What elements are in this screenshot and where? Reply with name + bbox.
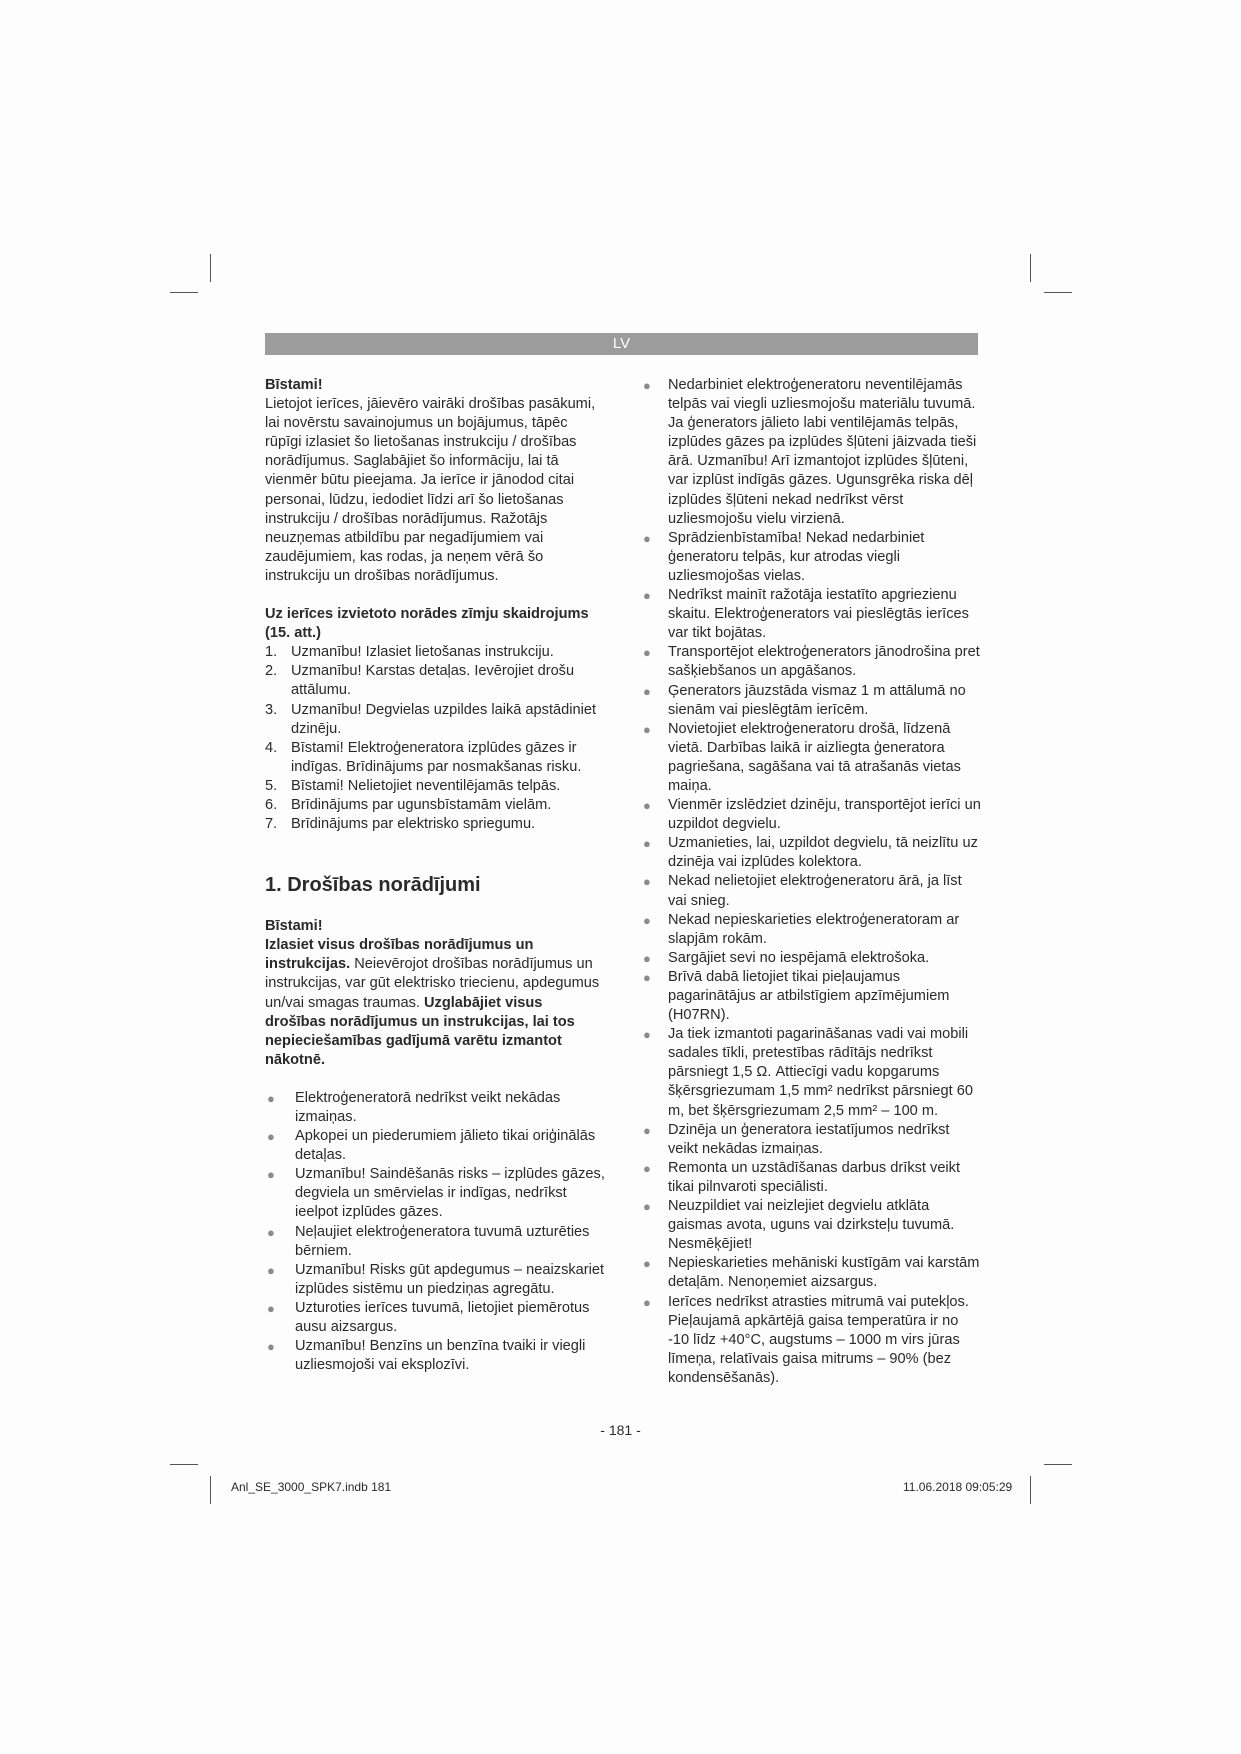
right-column xyxy=(641,376,983,1388)
bullet-icon: ● xyxy=(643,836,651,852)
crop-mark xyxy=(1030,1476,1031,1504)
safety-intro-paragraph: Izlasiet visus drošības norādījumus un instrukcijas. Neievērojot drošības norādījumus un instrukcijas, var gūt elektrisko triecienu, apdegumus un/vai smagas traumas. Uzglabājiet visus drošības norādījumus un instrukcijas, lai tos nepieciešamības gadījumā varētu izmantot nākotnē. xyxy=(265,937,600,1068)
safety-bullets-right xyxy=(641,376,983,1388)
bullet-icon: ● xyxy=(643,530,651,546)
bullet-icon: ● xyxy=(643,721,651,737)
intro-paragraph: Lietojot ierīces, jāievēro vairāki drošības pasākumi, lai novērstu savainojumus un bojājumus, tāpēc rūpīgi izlasiet šo lietošanas instrukciju / drošības norādījumus. Saglabājiet šo informāciju, lai tā vienmēr būtu pieejama. Ja ierīce ir jānodod citai personai, lūdzu, iedodiet līdzi arī šo lietošanas instrukciju / drošības norādījumus. Ražotājs neuzņemas atbildību par negadījumiem vai zaudējumiem, kas rodas, ja neņem vērā šo instrukciju un drošības norādījumus. xyxy=(265,396,596,584)
bullet-icon: ● xyxy=(643,645,651,661)
crop-mark xyxy=(210,1476,211,1504)
crop-mark xyxy=(1030,254,1031,282)
list-item: ● Ģenerators jāuzstāda vismaz 1 m attālumā no sienām vai pieslēgtām ierīcēm. xyxy=(643,682,966,718)
crop-mark xyxy=(170,1464,198,1465)
list-item: ● Uzmanību! Risks gūt apdegumus – neaizskariet izplūdes sistēmu un piedziņas agregātu. xyxy=(267,1261,605,1297)
list-item: ● Nepieskarieties mehāniski kustīgām vai karstām detaļām. Nenoņemiet aizsargus. xyxy=(643,1255,980,1291)
left-column xyxy=(265,376,605,1375)
list-item: ● Brīvā dabā lietojiet tikai pieļaujamus pagarinātājus ar atbilstīgiem apzīmējumiem (H07RN). xyxy=(643,968,950,1024)
list-item: ● Uzturoties ierīces tuvumā, lietojiet piemērotus ausu aizsargus. xyxy=(267,1299,590,1336)
bullet-icon: ● xyxy=(643,969,651,985)
list-item: ● Nedrīkst mainīt ražotāja iestatīto apgriezienu skaitu. Elektroģenerators vai pieslēgtās ierīces var tikt bojātas. xyxy=(643,587,969,642)
symbols-list xyxy=(265,643,605,834)
list-item: ● Ierīces nedrīkst atrasties mitrumā vai putekļos. Pieļaujamā apkārtējā gaisa temperatūra ir no -10 līdz +40°C, augstums – 1000 m virs jūras līmeņa, relatīvais gaisa mitrums – 90% (bez kondensēšanās). xyxy=(643,1293,969,1386)
list-item: ● Sargājiet sevi no iespējamā elektrošoka. xyxy=(641,949,983,968)
list-item: ● Vienmēr izslēdziet dzinēju, transportējot ierīci un uzpildot degvielu. xyxy=(643,797,981,833)
list-item: ● Transportējot elektroģenerators jānodrošina pret sašķiebšanos un apgāšanos. xyxy=(643,644,980,680)
list-item: 2. Uzmanību! Karstas detaļas. Ievērojiet drošu attālumu. xyxy=(265,663,575,699)
list-item: ● Uzmanību! Saindēšanās risks – izplūdes gāzes, degviela un smērvielas ir indīgas, nedrīkst ieelpot izplūdes gāzes. xyxy=(267,1166,605,1221)
safety-bullets-left xyxy=(265,1089,605,1375)
list-item: 3. Uzmanību! Degvielas uzpildes laikā apstādiniet dzinēju. xyxy=(265,701,597,737)
list-item: 1. Uzmanību! Izlasiet lietošanas instrukciju. xyxy=(265,644,554,661)
list-item: ● Sprādzienbīstamība! Nekad nedarbiniet ģeneratoru telpās, kur atrodas viegli uzliesmojošas vielas. xyxy=(643,529,925,584)
crop-mark xyxy=(210,254,211,282)
bullet-icon: ● xyxy=(267,1300,275,1316)
list-item: ● Nekad nepieskarieties elektroģeneratoram ar slapjām rokām. xyxy=(643,911,960,947)
bullet-icon: ● xyxy=(267,1129,275,1145)
bullet-icon: ● xyxy=(643,588,651,604)
warning-heading: Bīstami! xyxy=(265,377,323,393)
list-item: ● Dzinēja un ģeneratora iestatījumos nedrīkst veikt nekādas izmaiņas. xyxy=(643,1121,950,1157)
list-item: 5. Bīstami! Nelietojiet neventilējamās telpās. xyxy=(265,777,561,794)
list-item: ● Nedarbiniet elektroģeneratoru neventilējamās telpās vai viegli uzliesmojošu materiālu tuvumā. Ja ģenerators jālieto labi ventilējamās telpās, izplūdes gāzes pa izplūdes šļūteni jāizvada tieši ārā. Uzmanību! Arī izmantojot izplūdes šļūteni, var izplūst indīgās gāzes. Ugunsgrēka riska dēļ izplūdes šļūteni nekad nedrīkst vērst uzliesmojošu vielu virzienā. xyxy=(643,377,977,527)
crop-mark xyxy=(1044,292,1072,293)
warning-heading: Bīstami! xyxy=(265,918,323,935)
list-item: ● Nekad nelietojiet elektroģeneratoru ārā, ja līst vai snieg. xyxy=(643,873,962,909)
list-item: ● Apkopei un piederumiem jālieto tikai oriģinālās detaļas. xyxy=(267,1128,596,1164)
list-item: ● Novietojiet elektroģeneratoru drošā, līdzenā vietā. Darbības laikā ir aizliegta ģeneratora pagriešana, sagāšana vai tā atrašanās vietas maiņa. xyxy=(643,720,961,794)
crop-mark xyxy=(1044,1464,1072,1465)
crop-mark xyxy=(170,292,198,293)
bullet-icon: ● xyxy=(643,378,651,393)
section-title: 1. Drošības norādījumi xyxy=(265,874,481,897)
list-item: ● Uzmanieties, lai, uzpildot degvielu, tā neizlītu uz dzinēja vai izplūdes kolektora. xyxy=(643,835,978,871)
list-item: ● Ja tiek izmantoti pagarināšanas vadi vai mobili sadales tīkli, pretestības rādītājs nedrīkst pārsniegt 1,5 Ω. Attiecīgi vadu kopgarums šķērsgriezumam 1,5 mm² nedrīkst pārsniegt 60 m, bet šķērsgriezumam 2,5 mm² – 100 m. xyxy=(643,1026,973,1119)
list-item: 4. Bīstami! Elektroģeneratora izplūdes gāzes ir indīgas. Brīdinājums par nosmakšanas risku. xyxy=(265,739,582,775)
bullet-icon: ● xyxy=(267,1224,275,1240)
language-header-bar: LV xyxy=(265,333,978,355)
bullet-icon: ● xyxy=(267,1090,275,1106)
list-item: ● Neuzpildiet vai neizlejiet degvielu atklāta gaismas avota, uguns vai dzirksteļu tuvumā. Nesmēķējiet! xyxy=(643,1198,955,1253)
list-item: 7. Brīdinājums par elektrisko spriegumu. xyxy=(265,816,536,833)
bullet-icon: ● xyxy=(643,1199,651,1215)
bullet-icon: ● xyxy=(643,683,651,699)
bullet-icon: ● xyxy=(643,1027,651,1043)
list-item: ● Uzmanību! Benzīns un benzīna tvaiki ir viegli uzliesmojoši vai eksplozīvi. xyxy=(267,1338,586,1374)
footer-timestamp: 11.06.2018 09:05:29 xyxy=(903,1480,1013,1494)
bullet-icon: ● xyxy=(643,798,651,814)
page-number: - 181 - xyxy=(600,1422,641,1438)
list-item: 6. Brīdinājums par ugunsbīstamām vielām. xyxy=(265,796,552,813)
list-item: ● Neļaujiet elektroģeneratora tuvumā uzturēties bērniem. xyxy=(267,1223,590,1259)
bullet-icon: ● xyxy=(643,1294,651,1310)
list-item: ● Remonta un uzstādīšanas darbus drīkst veikt tikai pilnvaroti speciālisti. xyxy=(643,1159,961,1195)
footer-file-name: Anl_SE_3000_SPK7.indb 181 xyxy=(231,1480,392,1494)
list-item: ● Elektroģeneratorā nedrīkst veikt nekādas izmaiņas. xyxy=(267,1089,561,1125)
bullet-icon: ● xyxy=(267,1339,275,1355)
bullet-icon: ● xyxy=(643,912,651,928)
bullet-icon: ● xyxy=(643,1256,651,1272)
bullet-icon: ● xyxy=(643,874,651,890)
bullet-icon: ● xyxy=(267,1167,275,1183)
bullet-icon: ● xyxy=(643,950,651,966)
bullet-icon: ● xyxy=(643,1160,651,1176)
bullet-icon: ● xyxy=(643,1122,651,1138)
bullet-icon: ● xyxy=(267,1262,275,1278)
symbols-heading: Uz ierīces izvietoto norādes zīmju skaidrojums (15. att.) xyxy=(265,606,589,642)
